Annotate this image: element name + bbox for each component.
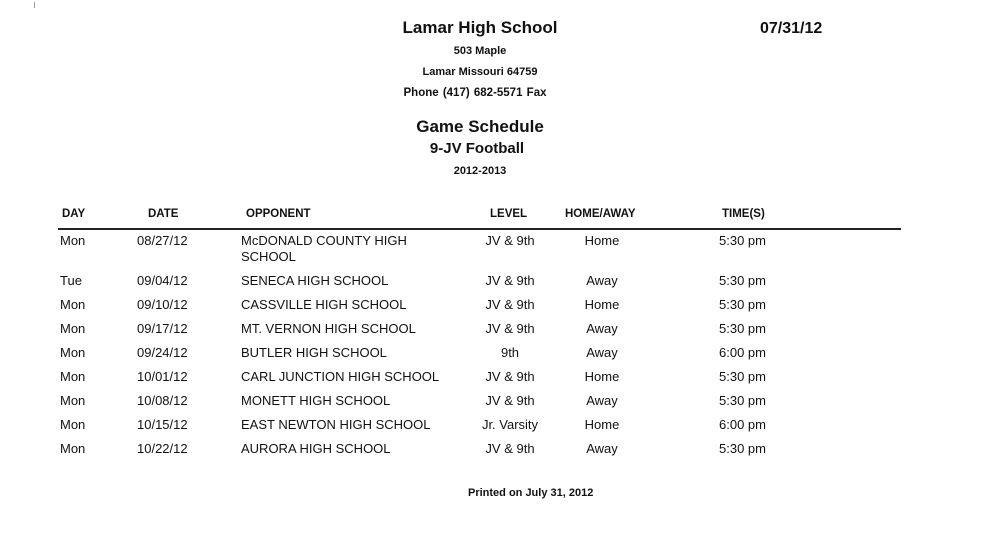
- cell-time: 6:00 pm: [719, 417, 766, 432]
- cell-level: JV & 9th: [485, 321, 535, 336]
- cell-day: Mon: [60, 345, 86, 360]
- cell-opponent: CASSVILLE HIGH SCHOOL: [241, 297, 407, 312]
- cell-date: 08/27/12: [137, 233, 188, 248]
- column-header-opponent: OPPONENT: [246, 208, 311, 220]
- cell-day: Mon: [60, 321, 86, 336]
- school-city: Lamar Missouri 64759: [422, 66, 538, 78]
- cell-day: Mon: [60, 393, 86, 408]
- cell-day: Tue: [60, 273, 82, 288]
- cell-time: 5:30 pm: [719, 393, 766, 408]
- cell-home-away: Away: [586, 345, 618, 360]
- cell-opponent: EAST NEWTON HIGH SCHOOL: [241, 417, 431, 432]
- cell-time: 5:30 pm: [719, 321, 766, 336]
- cell-day: Mon: [60, 297, 86, 312]
- column-header-day: DAY: [62, 208, 86, 220]
- cell-opponent: CARL JUNCTION HIGH SCHOOL: [241, 369, 440, 384]
- column-header-home-away: HOME/AWAY: [565, 208, 636, 220]
- cell-date: 09/24/12: [137, 345, 188, 360]
- scan-mark: [34, 2, 35, 8]
- cell-date: 10/01/12: [137, 369, 188, 384]
- cell-home-away: Away: [586, 441, 618, 456]
- cell-level: JV & 9th: [485, 369, 535, 384]
- cell-opponent: BUTLER HIGH SCHOOL: [241, 345, 387, 360]
- cell-time: 5:30 pm: [719, 369, 766, 384]
- cell-level: JV & 9th: [485, 393, 535, 408]
- cell-opponent: McDONALD COUNTY HIGH SCHOOL: [241, 233, 407, 264]
- cell-day: Mon: [60, 369, 86, 384]
- column-header-level: LEVEL: [490, 208, 528, 220]
- cell-home-away: Away: [586, 273, 618, 288]
- document-title: Game Schedule: [416, 117, 544, 136]
- printed-on-footer: Printed on July 31, 2012: [468, 487, 594, 499]
- school-phone: Phone (417) 682-5571 Fax: [403, 87, 547, 99]
- cell-day: Mon: [60, 417, 86, 432]
- season-years: 2012-2013: [453, 165, 507, 177]
- cell-time: 5:30 pm: [719, 441, 766, 456]
- cell-date: 09/10/12: [137, 297, 188, 312]
- cell-level: JV & 9th: [485, 297, 535, 312]
- cell-opponent: AURORA HIGH SCHOOL: [241, 441, 391, 456]
- cell-level: JV & 9th: [485, 273, 535, 288]
- cell-opponent: MONETT HIGH SCHOOL: [241, 393, 391, 408]
- cell-date: 10/15/12: [137, 417, 188, 432]
- cell-day: Mon: [60, 233, 86, 248]
- cell-level: JV & 9th: [485, 233, 535, 248]
- cell-home-away: Home: [584, 297, 620, 312]
- school-name: Lamar High School: [402, 18, 558, 37]
- cell-date: 09/17/12: [137, 321, 188, 336]
- cell-home-away: Away: [586, 321, 618, 336]
- cell-time: 5:30 pm: [719, 233, 766, 248]
- cell-level: 9th: [500, 345, 520, 360]
- cell-home-away: Home: [584, 417, 620, 432]
- cell-date: 10/22/12: [137, 441, 188, 456]
- cell-level: JV & 9th: [485, 441, 535, 456]
- header-rule: [58, 228, 901, 230]
- cell-time: 6:00 pm: [719, 345, 766, 360]
- cell-opponent: SENECA HIGH SCHOOL: [241, 273, 389, 288]
- school-address: 503 Maple: [453, 45, 507, 57]
- cell-time: 5:30 pm: [719, 297, 766, 312]
- cell-date: 10/08/12: [137, 393, 188, 408]
- column-header-date: DATE: [148, 208, 179, 220]
- cell-home-away: Home: [584, 369, 620, 384]
- sport-name: 9-JV Football: [429, 140, 525, 157]
- cell-opponent: MT. VERNON HIGH SCHOOL: [241, 321, 416, 336]
- cell-home-away: Away: [586, 393, 618, 408]
- cell-date: 09/04/12: [137, 273, 188, 288]
- cell-home-away: Home: [584, 233, 620, 248]
- cell-level: Jr. Varsity: [481, 417, 539, 432]
- cell-day: Mon: [60, 441, 86, 456]
- column-header-times: TIME(S): [722, 208, 765, 220]
- cell-time: 5:30 pm: [719, 273, 766, 288]
- print-date: 07/31/12: [760, 20, 823, 37]
